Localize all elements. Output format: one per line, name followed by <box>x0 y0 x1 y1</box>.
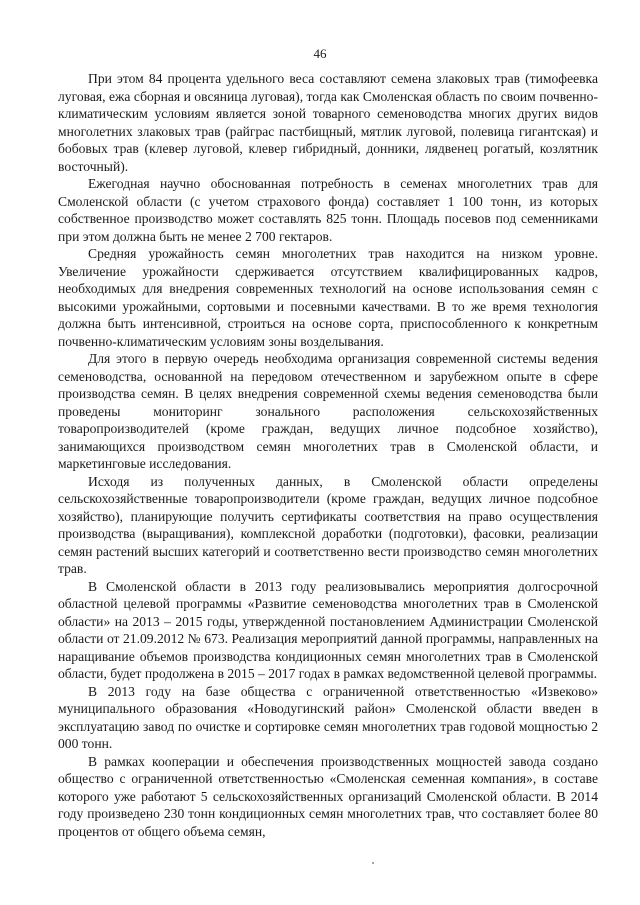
paragraph-yield: Средняя урожайность семян многолетних трав находится на низком уровне. Увеличение урожайности сдерживается отсутствием квалифицированных кадров, необходимых для внедрения современных технологий на основе использования семян с высокими урожайными, сортовыми и посевными качествами. В то же время технология должна быть интенсивной, строиться на основе сорта, приспособленного к конкретным почвенно-климатическим условиям зоны возделывания. <box>58 246 598 349</box>
paragraph-producers: Исходя из полученных данных, в Смоленской области определены сельскохозяйственные товаропроизводители (кроме граждан, ведущих личное подсобное хозяйство), планирующие получить сертификаты соответствия на право осуществления производства (выращивания), комплексной доработки (подготовки), фасовки, реализации семян растений высших категорий и соответственно вести производство семян многолетних трав. <box>58 473 598 576</box>
page-number: 46 <box>313 46 327 61</box>
paragraph-seed-system: Для этого в первую очередь необходима организация современной системы ведения семеноводства, основанной на передовом отечественном и зарубежном опыте в сфере производства семян. В целях внедрения современной схемы ведения семеноводства были проведены мониторинг зонального расположения сельскохозяйственных товаропроизводителей (кроме граждан, ведущих личное подсобное хозяйство), занимающихся производством семян многолетних трав в Смоленской области, и маркетинговые исследования. <box>58 351 598 471</box>
scan-speck <box>372 862 374 864</box>
paragraph-izvekovo-plant: В 2013 году на базе общества с ограниченной ответственностью «Извеково» муниципального образования «Новодугинский район» Смоленской области введен в эксплуатацию завод по очистке и сортировке семян многолетних трав годовой мощностью 2 000 тонн. <box>58 683 598 751</box>
paragraph-seed-company: В рамках кооперации и обеспечения производственных мощностей завода создано общество с ограниченной ответственностью «Смоленская семенная компания», в составе которого уже работают 5 сельскохозяйственных организаций Смоленской области. В 2014 году произведено 230 тонн кондиционных семян многолетних трав, что составляет более 80 процентов от общего объема семян, <box>58 753 598 839</box>
paragraph-grass-seeds-share: При этом 84 процента удельного веса составляют семена злаковых трав (тимофеевка луговая, ежа сборная и овсяница луговая), тогда как Смоленская область по своим почвенно-климатическим условиям является зоной товарного семеноводства многих других видов многолетних злаковых трав (райграс пастбищный, мятлик луговой, полевица гигантская) и бобовых трав (клевер луговой, клевер гибридный, донники, лядвенец рогатый, козлятник восточный). <box>58 71 598 174</box>
document-body <box>58 70 598 840</box>
paragraph-program-2013: В Смоленской области в 2013 году реализовывались мероприятия долгосрочной областной целевой программы «Развитие семеноводства многолетних трав в Смоленской области» на 2013 – 2015 годы, утвержденной постановлением Администрации Смоленской области от 21.09.2012 № 673. Реализация мероприятий данной программы, направленных на наращивание объемов производства кондиционных семян многолетних трав в Смоленской области, будет продолжена в 2015 – 2017 годах в рамках ведомственной целевой программы. <box>58 578 598 681</box>
paragraph-annual-demand: Ежегодная научно обоснованная потребность в семенах многолетних трав для Смоленской области (с учетом страхового фонда) составляет 1 100 тонн, из которых собственное производство может составлять 825 тонн. Площадь посевов под семенниками при этом должна быть не менее 2 700 гектаров. <box>58 176 598 244</box>
